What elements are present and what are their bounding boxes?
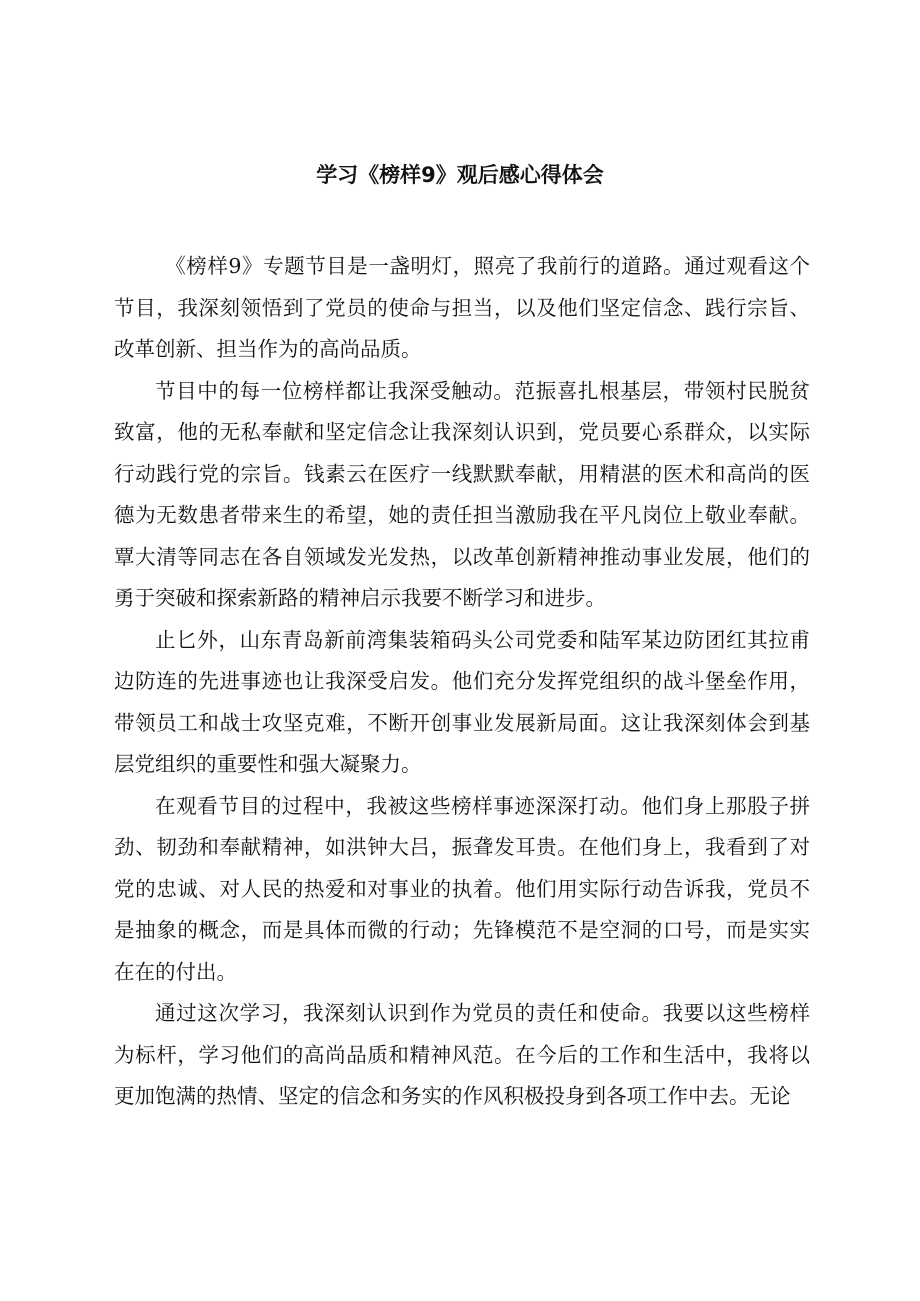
document-body	[114, 246, 810, 1118]
paragraph: 止匕外，山东青岛新前湾集装箱码头公司党委和陆军某边防团红其拉甫边防连的先进事迹也让我深受启发。他们充分发挥党组织的战斗堡垒作用，带领员工和战士攻坚克难，不断开创事业发展新局面。这让我深刻体会到基层党组织的重要性和强大凝聚力。	[114, 627, 810, 776]
document-title: 学习《榜样9》观后感心得体会	[316, 163, 604, 187]
paragraph: 节目中的每一位榜样都让我深受触动。范振喜扎根基层，带领村民脱贫致富，他的无私奉献和坚定信念让我深刻认识到，党员要心系群众，以实际行动践行党的宗旨。钱素云在医疗一线默默奉献，用精湛的医术和高尚的医德为无数患者带来生的希望，她的责任担当激励我在平凡岗位上敬业奉献。覃大清等同志在各自领域发光发热，以改革创新精神推动事业发展，他们的勇于突破和探索新路的精神启示我要不断学习和进步。	[114, 378, 810, 610]
paragraph: 《榜样9》专题节目是一盏明灯，照亮了我前行的道路。通过观看这个节目，我深刻领悟到了党员的使命与担当，以及他们坚定信念、践行宗旨、改革创新、担当作为的高尚品质。	[114, 254, 810, 361]
paragraph: 在观看节目的过程中，我被这些榜样事迹深深打动。他们身上那股子拼劲、韧劲和奉献精神，如洪钟大吕，振聋发耳贵。在他们身上，我看到了对党的忠诚、对人民的热爱和对事业的执着。他们用实际行动告诉我，党员不是抽象的概念，而是具体而微的行动；先锋模范不是空洞的口号，而是实实在在的付出。	[114, 793, 810, 984]
paragraph: 通过这次学习，我深刻认识到作为党员的责任和使命。我要以这些榜样为标杆，学习他们的高尚品质和精神风范。在今后的工作和生活中，我将以更加饱满的热情、坚定的信念和务实的作风积极投身到各项工作中去。无论	[114, 1001, 810, 1108]
